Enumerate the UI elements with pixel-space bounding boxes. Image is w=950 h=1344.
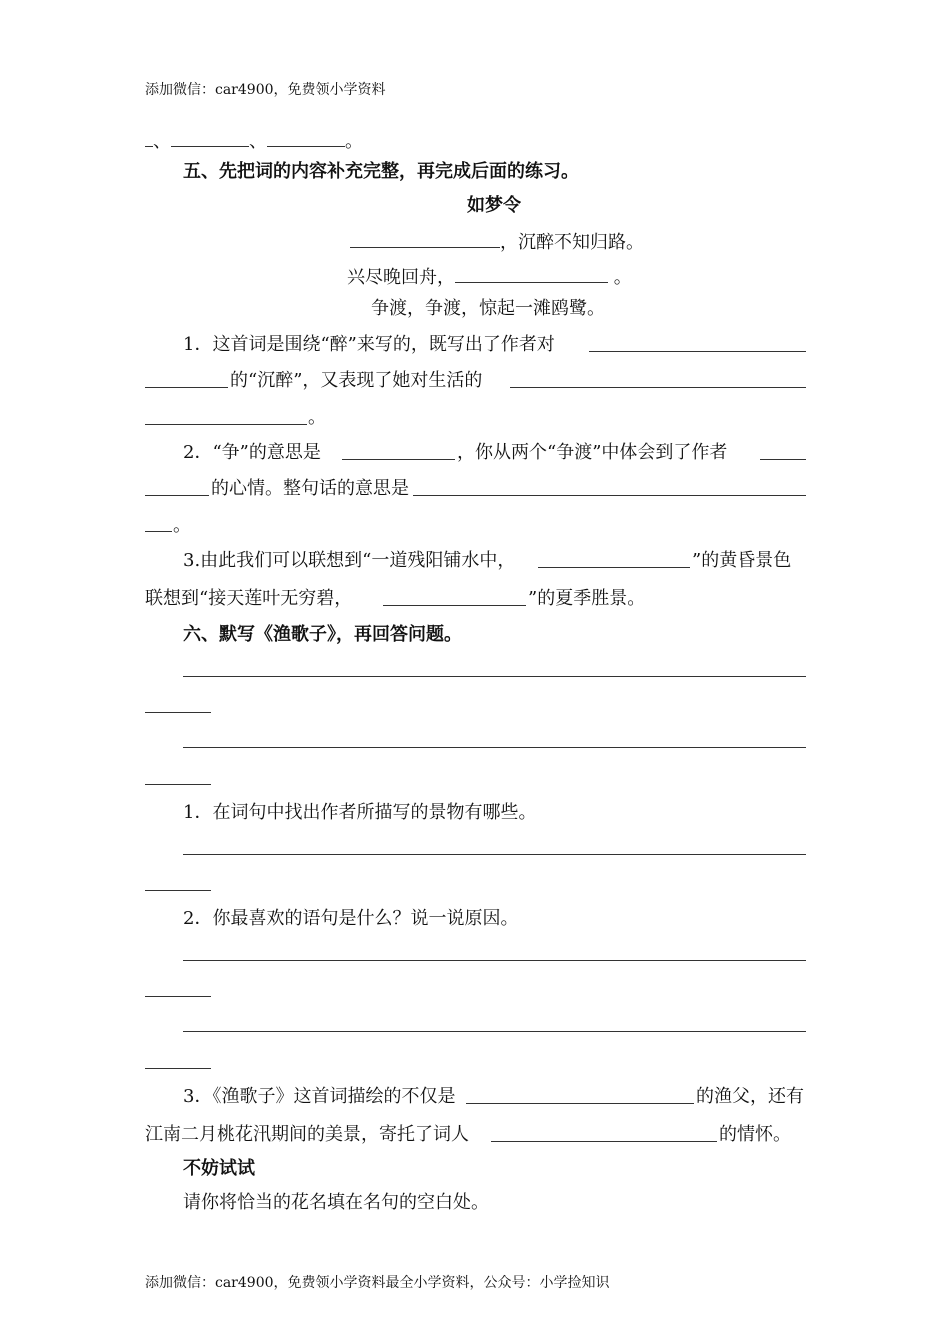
- s5-q2-end: 。: [173, 515, 191, 536]
- s5-q2-line2: 的心情。整句话的意思是: [211, 478, 409, 499]
- s5-q2-line1a: 2．“争”的意思是: [183, 442, 321, 463]
- s6-q1: 1．在词句中找出作者所描写的景物有哪些。: [183, 802, 537, 823]
- fragment-line: [145, 128, 363, 154]
- period: 。: [345, 131, 363, 152]
- section6-title: 六、默写《渔歌子》，再回答问题。: [183, 624, 462, 645]
- s6-q3-line1b: 的渔父，还有: [696, 1086, 804, 1107]
- answer-line[interactable]: [183, 747, 806, 748]
- poem-line-2: 兴尽晚回舟， 。: [347, 264, 632, 290]
- answer-line[interactable]: [589, 351, 806, 352]
- s5-q3-line2b: ”的夏季胜景。: [528, 588, 646, 609]
- blank[interactable]: [145, 128, 153, 147]
- answer-line[interactable]: [383, 605, 526, 606]
- extra-title: 不妨试试: [183, 1158, 255, 1179]
- s5-q3-line1a: 3.由此我们可以联想到“一道残阳铺水中，: [183, 550, 516, 571]
- blank[interactable]: [267, 128, 345, 147]
- blank[interactable]: [171, 128, 249, 147]
- poem-blank-2[interactable]: [455, 264, 608, 283]
- poem-line-3: 争渡，争渡，惊起一滩鸥鹭。: [371, 298, 605, 319]
- answer-line[interactable]: [183, 854, 806, 855]
- separator: 、: [153, 131, 171, 152]
- poem-title: 如梦令: [467, 195, 521, 216]
- answer-line[interactable]: [145, 784, 211, 785]
- s5-q3-line1b: ”的黄昏景色: [692, 550, 792, 571]
- answer-line[interactable]: [145, 1068, 211, 1069]
- section5-title: 五、先把词的内容补充完整，再完成后面的练习。: [183, 161, 579, 182]
- answer-line[interactable]: [491, 1141, 717, 1142]
- s6-q3-line2b: 的情怀。: [719, 1124, 791, 1145]
- answer-line[interactable]: [145, 424, 307, 425]
- answer-line[interactable]: [183, 960, 806, 961]
- answer-line[interactable]: [145, 531, 172, 532]
- answer-line[interactable]: [145, 495, 209, 496]
- s5-q1-line1: 1．这首词是围绕“醉”来写的，既写出了作者对: [183, 334, 555, 355]
- answer-line[interactable]: [510, 387, 806, 388]
- answer-line[interactable]: [466, 1103, 694, 1104]
- s5-q1-end: 。: [308, 407, 326, 428]
- s5-q2-line1b: ，你从两个“争渡”中体会到了作者: [457, 442, 728, 463]
- answer-line[interactable]: [413, 495, 806, 496]
- separator: 、: [249, 131, 267, 152]
- extra-instruction: 请你将恰当的花名填在名句的空白处。: [183, 1192, 489, 1213]
- answer-line[interactable]: [183, 1031, 806, 1032]
- page-footer: 添加微信：car4900，免费领小学资料最全小学资料，公众号：小学捡知识: [145, 1275, 610, 1291]
- s6-q3-line2a: 江南二月桃花汛期间的美景，寄托了词人: [145, 1124, 469, 1145]
- answer-line[interactable]: [145, 996, 211, 997]
- answer-line[interactable]: [145, 890, 211, 891]
- s5-q3-line2a: 联想到“接天莲叶无穷碧，: [145, 588, 353, 609]
- answer-line[interactable]: [145, 712, 211, 713]
- answer-line[interactable]: [538, 567, 690, 568]
- page-header: 添加微信：car4900，免费领小学资料: [145, 82, 386, 98]
- answer-line[interactable]: [183, 676, 806, 677]
- answer-line[interactable]: [342, 459, 455, 460]
- s6-q3-line1a: 3．《渔歌子》这首词描绘的不仅是: [183, 1086, 456, 1107]
- s6-q2: 2．你最喜欢的语句是什么？说一说原因。: [183, 908, 519, 929]
- answer-line[interactable]: [760, 459, 806, 460]
- poem-line-1: ，沉醉不知归路。: [350, 229, 644, 255]
- answer-line[interactable]: [145, 387, 228, 388]
- poem-blank-1[interactable]: [350, 229, 500, 248]
- s5-q1-line2: 的“沉醉”，又表现了她对生活的: [230, 370, 483, 391]
